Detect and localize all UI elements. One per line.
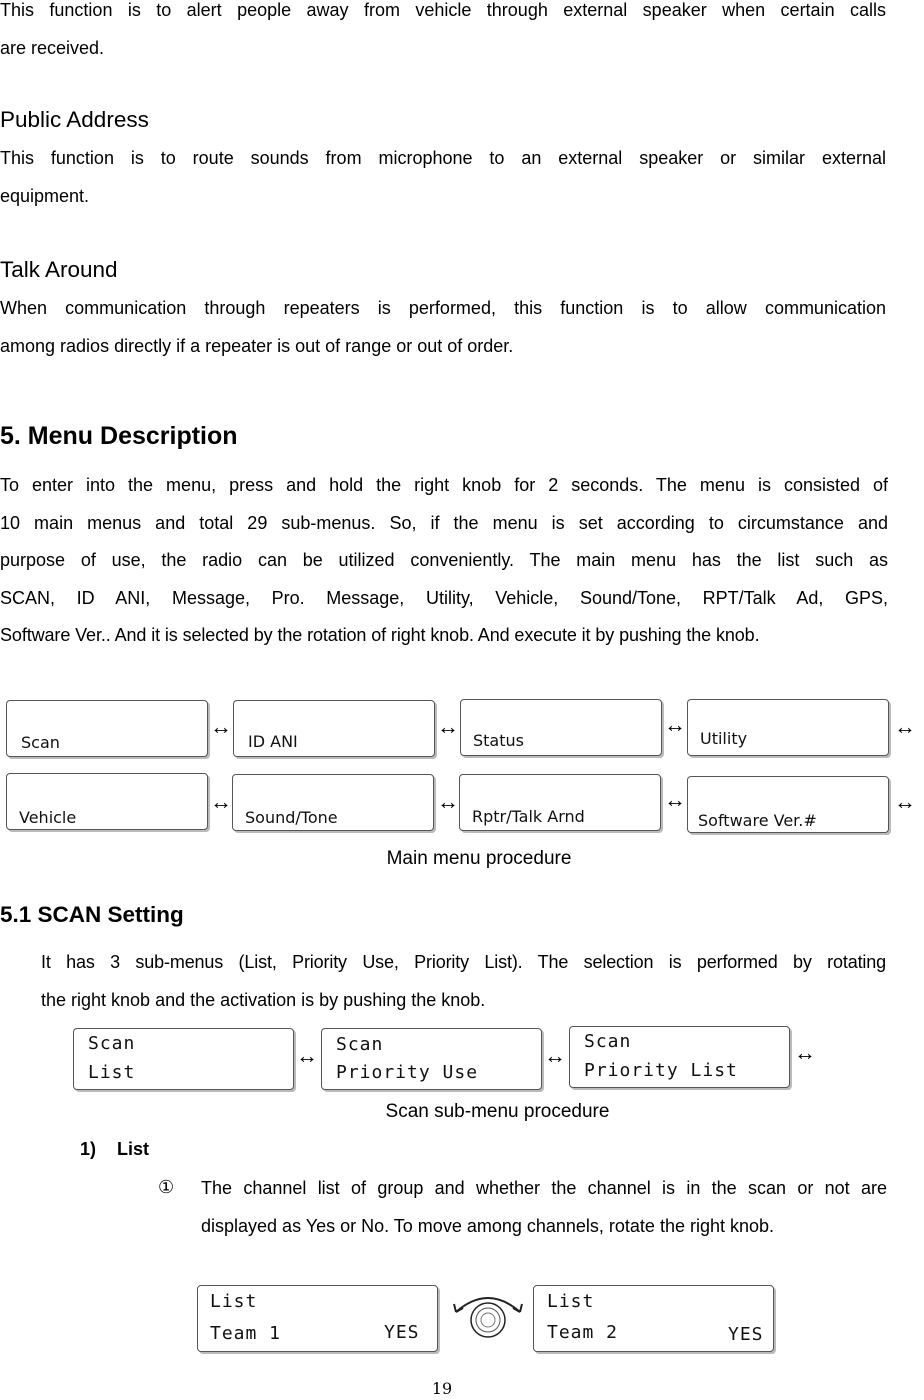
scan-submenu-caption: Scan sub-menu procedure bbox=[385, 1101, 610, 1122]
main-menu-rptr-talk-arnd bbox=[459, 774, 661, 831]
talk-around-heading: Talk Around bbox=[0, 257, 118, 282]
main-menu-scan bbox=[6, 700, 208, 757]
menu-line-3: purpose of use, the radio can be utilized conveniently. The main menu has the list such as bbox=[0, 550, 888, 570]
list-screen-1-bottom: Team 1 bbox=[210, 1323, 282, 1344]
list-screen-2-bottom: Team 2 bbox=[547, 1322, 619, 1343]
double-arrow-icon: ↔ bbox=[210, 714, 232, 739]
list-screen-1-top: List bbox=[210, 1291, 258, 1312]
main-menu-status-label: Status bbox=[473, 731, 524, 750]
intro-line-2: are received. bbox=[0, 37, 105, 58]
scan-submenu-priority-use-bottom: Priority Use bbox=[336, 1062, 479, 1083]
scan-submenu-list-bottom: List bbox=[88, 1062, 136, 1083]
scan-submenu-list bbox=[73, 1028, 294, 1090]
main-menu-scan-label: Scan bbox=[21, 733, 60, 752]
public-address-paragraph bbox=[0, 140, 886, 215]
double-arrow-icon: ↔ bbox=[794, 1040, 816, 1065]
double-arrow-icon: ↔ bbox=[664, 787, 686, 812]
main-menu-status bbox=[460, 699, 662, 756]
double-arrow-icon: ↔ bbox=[894, 714, 916, 739]
main-menu-software-ver bbox=[687, 776, 889, 833]
double-arrow-icon: ↔ bbox=[296, 1043, 318, 1068]
list-screen-2-value: YES bbox=[728, 1324, 764, 1345]
scan-setting-line-1: It has 3 sub-menus (List, Priority Use, Priority List). The selection is performed by rotating bbox=[41, 952, 886, 972]
menu-line-4: SCAN, ID ANI, Message, Pro. Message, Utility, Vehicle, Sound/Tone, RPT/Talk Ad, GPS, bbox=[0, 587, 888, 608]
double-arrow-icon: ↔ bbox=[437, 789, 459, 814]
double-arrow-icon: ↔ bbox=[210, 789, 232, 814]
double-arrow-icon: ↔ bbox=[437, 714, 459, 739]
talk-around-paragraph bbox=[0, 290, 886, 365]
double-arrow-icon: ↔ bbox=[894, 789, 916, 814]
main-menu-rptr-talk-arnd-label: Rptr/Talk Arnd bbox=[472, 807, 585, 826]
intro-line-1: This function is to alert people away from vehicle through external speaker when certain calls bbox=[0, 0, 886, 20]
main-menu-vehicle-label: Vehicle bbox=[19, 808, 77, 827]
scan-submenu-priority-use-top: Scan bbox=[336, 1034, 384, 1055]
main-menu-software-ver-label: Software Ver.# bbox=[698, 811, 817, 830]
list-screen-team-1 bbox=[197, 1285, 438, 1352]
list-paragraph bbox=[201, 1170, 887, 1245]
list-item-title: List bbox=[117, 1139, 150, 1159]
scan-setting-heading: 5.1 SCAN Setting bbox=[0, 902, 184, 927]
menu-description-heading: 5. Menu Description bbox=[0, 422, 238, 450]
main-menu-vehicle bbox=[6, 773, 208, 830]
scan-submenu-priority-use bbox=[321, 1028, 542, 1090]
list-bullet: ① bbox=[158, 1177, 175, 1198]
scan-submenu-priority-list-bottom: Priority List bbox=[584, 1060, 738, 1081]
scan-setting-paragraph bbox=[41, 944, 886, 1019]
list-screen-2-top: List bbox=[547, 1291, 595, 1312]
main-menu-id-ani bbox=[233, 700, 435, 757]
main-menu-sound-tone-label: Sound/Tone bbox=[245, 808, 338, 827]
scan-setting-line-2: the right knob and the activation is by pushing the knob. bbox=[41, 989, 486, 1010]
scan-submenu-priority-list bbox=[569, 1026, 790, 1088]
menu-line-5: Software Ver.. And it is selected by the rotation of right knob. And execute it by pushing the knob. bbox=[0, 625, 760, 645]
public-address-heading: Public Address bbox=[0, 107, 149, 132]
page-number: 19 bbox=[431, 1379, 453, 1398]
public-address-line-1: This function is to route sounds from microphone to an external speaker or similar external bbox=[0, 148, 886, 168]
talk-around-line-2: among radios directly if a repeater is out of range or out of order. bbox=[0, 335, 514, 356]
scan-submenu-priority-list-top: Scan bbox=[584, 1031, 632, 1052]
main-menu-utility-label: Utility bbox=[700, 729, 748, 748]
main-menu-utility bbox=[687, 699, 889, 756]
main-menu-caption: Main menu procedure bbox=[386, 848, 572, 869]
rotary-knob-icon bbox=[450, 1290, 526, 1342]
list-line-1: The channel list of group and whether the channel is in the scan or not are bbox=[201, 1178, 887, 1198]
intro-paragraph bbox=[0, 0, 886, 67]
double-arrow-icon: ↔ bbox=[544, 1043, 566, 1068]
talk-around-line-1: When communication through repeaters is performed, this function is to allow communication bbox=[0, 298, 886, 318]
list-line-2: displayed as Yes or No. To move among channels, rotate the right knob. bbox=[201, 1215, 775, 1236]
list-screen-1-value: YES bbox=[384, 1322, 420, 1343]
menu-line-2: 10 main menus and total 29 sub-menus. So, if the menu is set according to circumstance and bbox=[0, 512, 888, 533]
main-menu-sound-tone bbox=[232, 774, 434, 831]
double-arrow-icon: ↔ bbox=[664, 712, 686, 737]
menu-description-paragraph bbox=[0, 467, 888, 655]
list-screen-team-2 bbox=[533, 1285, 774, 1352]
scan-submenu-list-top: Scan bbox=[88, 1033, 136, 1054]
menu-line-1: To enter into the menu, press and hold the right knob for 2 seconds. The menu is consisted of bbox=[0, 475, 888, 495]
list-item-number: 1) bbox=[80, 1139, 97, 1159]
public-address-line-2: equipment. bbox=[0, 185, 90, 206]
main-menu-id-ani-label: ID ANI bbox=[248, 732, 298, 751]
